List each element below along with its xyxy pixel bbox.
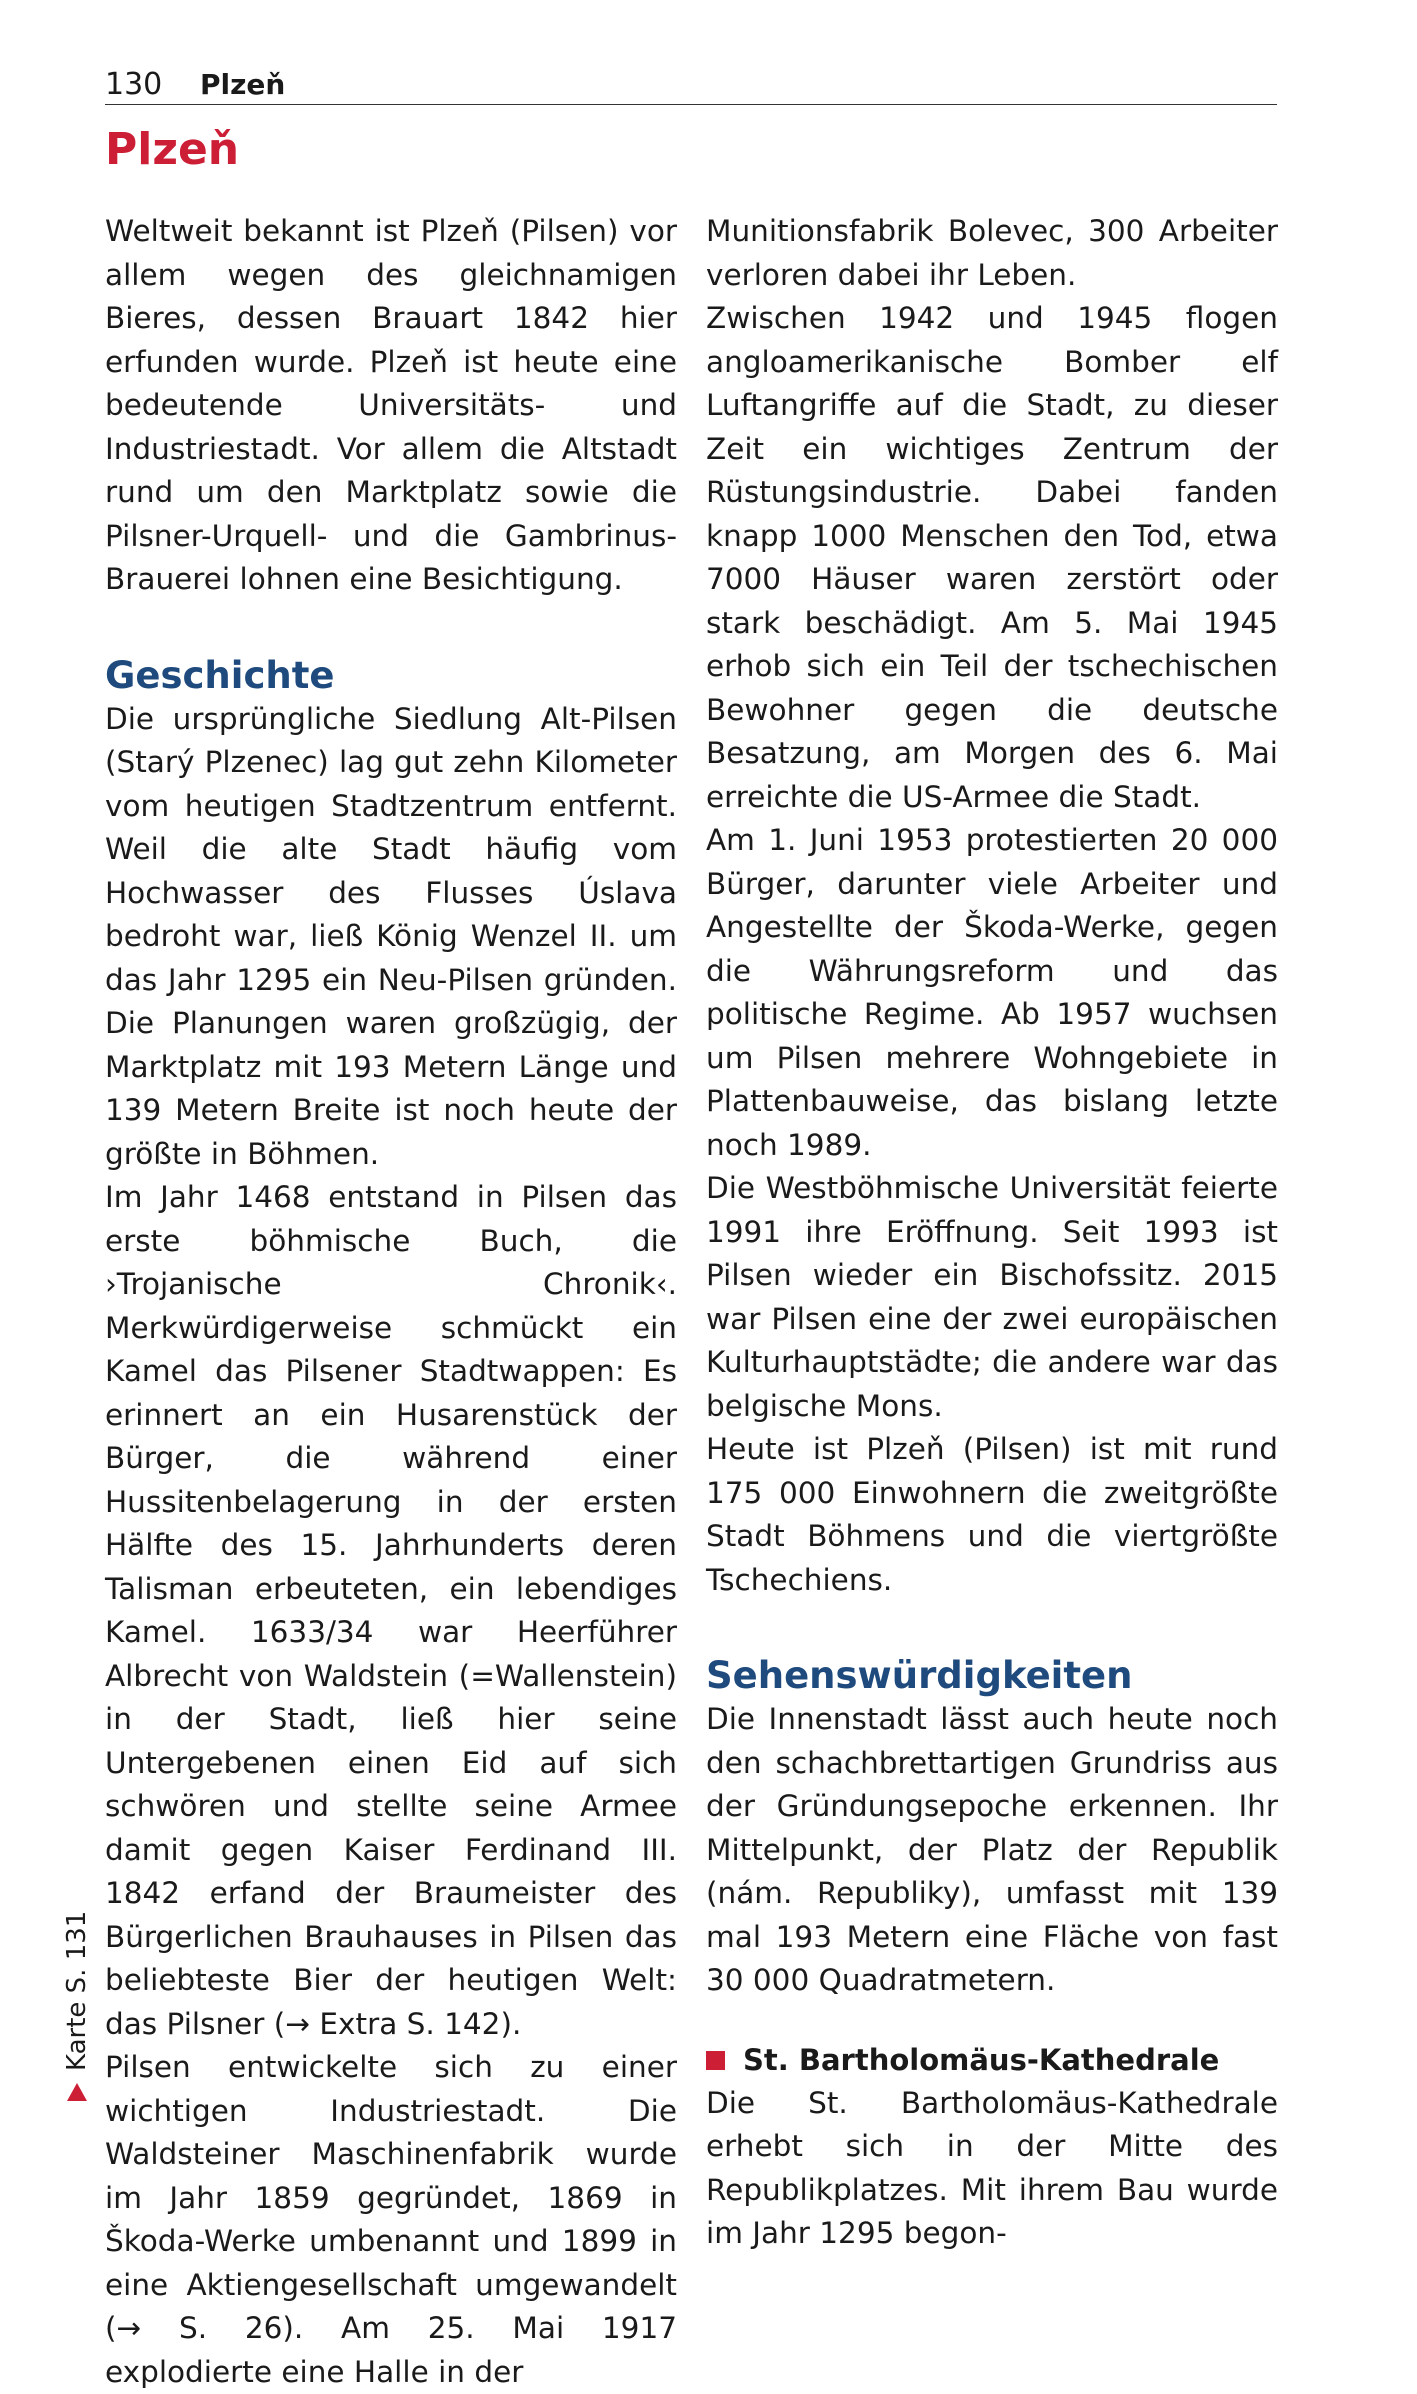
cathedral-paragraph: Die St. Bartholomäus-Kathedrale erhebt sich in der Mitte des Republikplatzes. Mit ihrem Bau wurde im Jahr 1295 begon- bbox=[706, 2085, 1278, 2250]
history-paragraph-3: Pilsen entwickelte sich zu einer wichtigen Industriestadt. Die Waldsteiner Maschinenfabrik wurde im Jahr 1859 gegründet, 1869 in Škoda-Werke umbenannt und 1899 in eine Aktiengesellschaft umgewandelt (→ S. 26). Am 25. Mai 1917 explodierte eine Halle in der bbox=[105, 2050, 677, 2389]
history-paragraph-7: Die Westböhmische Universität feierte 1991 ihre Eröffnung. Seit 1993 ist Pilsen wieder ein Bischofssitz. 2015 war Pilsen eine der zwei europäischen Kulturhauptstädte; die andere war das belgische Mons. bbox=[706, 1171, 1278, 1423]
running-header bbox=[105, 66, 1277, 105]
history-paragraph-2: Im Jahr 1468 entstand in Pilsen das erste böhmische Buch, die ›Trojanische Chronik‹. Merkwürdigerweise schmückt ein Kamel das Pilsener Stadtwappen: Es erinnert an ein Husarenstück der Bürger, die während einer Hussitenbelagerung in der ersten Hälfte des 15. Jahrhunderts deren Talisman erbeuteten, ein lebendiges Kamel. 1633/34 war Heerführer Albrecht von Waldstein (=Wallenstein) in der Stadt, ließ hier seine Untergebenen einen Eid auf sich schwören und stellte seine Armee damit gegen Kaiser Ferdinand III. 1842 erfand der Braumeister des Bürgerlichen Brauhauses in Pilsen das beliebteste Bier der heutigen Welt: das Pilsner (→ Extra S. 142). bbox=[105, 1180, 677, 2041]
history-paragraph-4: Munitionsfabrik Bolevec, 300 Arbeiter verloren dabei ihr Leben. bbox=[706, 214, 1278, 292]
subheading-cathedral-label: St. Bartholomäus-Kathedrale bbox=[743, 2042, 1220, 2077]
running-title: Plzeň bbox=[200, 68, 286, 101]
heading-geschichte: Geschichte bbox=[105, 653, 335, 697]
history-paragraph-1: Die ursprüngliche Siedlung Alt-Pilsen (Starý Plzenec) lag gut zehn Kilometer vom heutigen Stadtzentrum entfernt. Weil die alte Stadt häufig vom Hochwasser des Flusses Úslava bedroht war, ließ König Wenzel II. um das Jahr 1295 ein Neu-Pilsen gründen. Die Planungen waren großzügig, der Marktplatz mit 193 Metern Länge und 139 Metern Breite ist noch heute der größte in Böhmen. bbox=[105, 701, 677, 1171]
triangle-arrow-icon bbox=[67, 2083, 87, 2101]
subheading-cathedral bbox=[706, 2039, 1278, 2082]
page-number: 130 bbox=[105, 67, 163, 102]
history-paragraph-8: Heute ist Plzeň (Pilsen) ist mit rund 175 000 Einwohnern die zweitgrößte Stadt Böhmens und die viertgrößte Tschechiens. bbox=[706, 1432, 1278, 1597]
left-column bbox=[105, 210, 677, 2394]
history-paragraph-5: Zwischen 1942 und 1945 flogen angloamerikanische Bomber elf Luftangriffe auf die Stadt, zu dieser Zeit ein wichtiges Zentrum der Rüstungsindustrie. Dabei fanden knapp 1000 Menschen den Tod, etwa 7000 Häuser waren zerstört oder stark beschädigt. Am 5. Mai 1945 erhob sich ein Teil der tschechischen Bewohner gegen die deutsche Besatzung, am Morgen des 6. Mai erreichte die US-Armee die Stadt. bbox=[706, 301, 1278, 814]
sights-paragraph: Die Innenstadt lässt auch heute noch den schachbrettartigen Grundriss aus der Gründungsepoche erkennen. Ihr Mittelpunkt, der Platz der Republik (nám. Republiky), umfasst mit 139 mal 193 Metern eine Fläche von fast 30 000 Quadratmetern. bbox=[706, 1702, 1278, 1997]
map-reference[interactable] bbox=[62, 1911, 92, 2101]
red-square-icon bbox=[706, 2051, 725, 2070]
intro-paragraph: Weltweit bekannt ist Plzeň (Pilsen) vor allem wegen des gleichnamigen Bieres, dessen Brauart 1842 hier erfunden wurde. Plzeň ist heute eine bedeutende Universitäts- und Industriestadt. Vor allem die Altstadt rund um den Marktplatz sowie die Pilsner-Urquell- und die Gambrinus-Brauerei lohnen eine Besichtigung. bbox=[105, 214, 677, 596]
history-paragraph-6: Am 1. Juni 1953 protestierten 20 000 Bürger, darunter viele Arbeiter und Angestellte der Škoda-Werke, gegen die Währungsreform und das politische Regime. Ab 1957 wuchsen um Pilsen mehrere Wohngebiete in Plattenbauweise, das bislang letzte noch 1989. bbox=[706, 823, 1278, 1162]
heading-sehenswuerdigkeiten: Sehenswürdigkeiten bbox=[706, 1654, 1133, 1697]
map-reference-label: Karte S. 131 bbox=[62, 1910, 92, 2071]
page-title: Plzeň bbox=[105, 124, 240, 175]
right-column bbox=[706, 210, 1278, 2256]
